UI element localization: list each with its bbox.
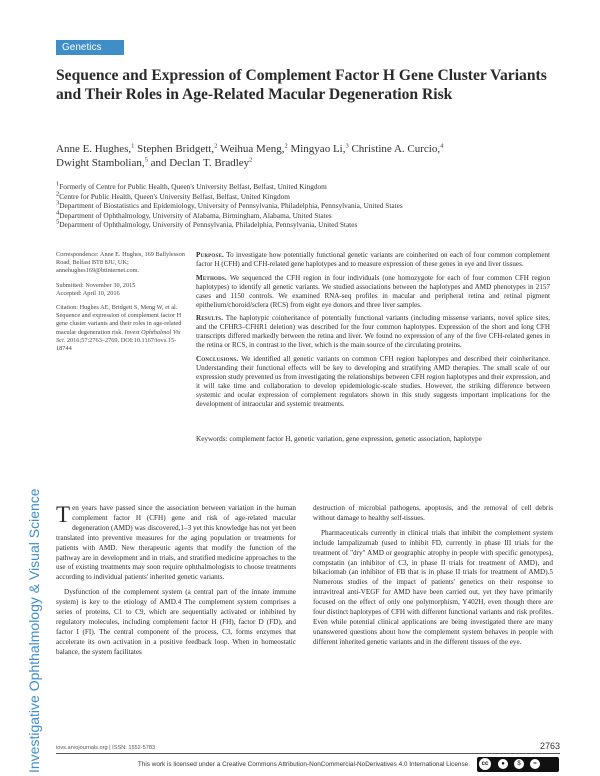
affiliation-list	[56, 182, 576, 230]
body-paragraph: Pharmaceuticals currently in clinical trials that inhibit the complement system include lampalizumab (used to inhibit FD, currently in phase III trials for the treatment of "dry" AMD or geographic atrophy in people with specific genotypes), compstatin (an inhibitor of C3, in phase II trials for treatment of AMD), and bikaciomab (an inhibitor of FB that is in phase II trials for treatment of AMD).5 Numerous studies of the impact of patients' genetics on their response to intravitreal anti-VEGF for AMD have been carried out, yet they have primarily focused on the effect of only one polymorphism, Y402H, even though there are four distinct haplotypes of CFH with different functional variants and risk profiles. Even while potential clinical applications are being investigated there are many unanswered questions about how the complement system behaves in people with different inherited genetic variants and in the different tissues of the eye.	[313, 528, 553, 646]
cc-license-badge[interactable]	[477, 757, 559, 772]
submitted-date: Submitted: November 30, 2015	[56, 281, 136, 289]
footer-issn: iovs.arvojournals.org | ISSN: 1552-5783	[56, 745, 156, 751]
author-list	[56, 142, 556, 170]
body-paragraph: Dysfunction of the complement system (a central part of the innate immune system) is key to the etiology of AMD.4 The complement system comprises a series of proteins, C1 to C9, which are sequentially activated or inhibited by regulatory molecules, including complement factor H (FH), factor D (FD), and factor I (FI). The central component of the process, C3, forms enzymes that accelerate its own activation in a positive feedback loop. When in homeostatic balance, the system facilitates	[56, 588, 296, 656]
citation: Citation: Hughes AE, Bridgett S, Meng W, et al. Sequence and expression of complement factor H gene cluster variants and their roles in age-related macular degeneration risk. Invest Ophthalmol Vis Sci. 2016;57:2763–2769. DOI:10.1167/iovs.15-18744	[56, 304, 182, 353]
affiliation: $^4$Department of Ophthalmology, University of Alabama, Birmingham, Alabama, United States	[56, 209, 332, 220]
affiliation: $^3$Department of Biostatistics and Epidemiology, University of Pennsylvania, Philadelphia, Pennsylvania, United States	[56, 199, 403, 211]
cc-logo-icon: cc	[479, 758, 491, 770]
drop-cap: T	[56, 502, 71, 527]
dates	[56, 282, 188, 298]
abstract-conclusions: Conclusions. We identified all genetic variants on common CFH region haplotypes and described their coinheritance. Understanding their functional effects will be key to developing and stratifying AMD therapies. The small scale of our expression study prevented us from investigating the relationships between CFH region haplotypes and their expression, and it will take time and collaboration to develop epidemiologic-scale studies. However, the striking difference between systemic and ocular expression of complement regulators shown in this study suggests important implications for the development of intraocular and systemic treatments.	[196, 355, 550, 408]
footer-divider	[56, 753, 560, 754]
affiliation: $^5$Department of Ophthalmology, University of Pennsylvania, Philadelphia, Pennsylvania, United States	[56, 218, 358, 230]
abstract-methods: Methods. We sequenced the CFH region in four individuals (one homozygote for each of four common CFH region haplotypes) to identify all genetic variants. We studied associations between the haplotypes and AMD phenotypes in 2157 cases and 1150 controls. We examined RNA-seq profiles in macular and peripheral retina and retinal pigment epithelium/choroid/sclera (RCS) from eight eye donors and three liver samples.	[196, 273, 550, 309]
license-link[interactable]: This work is licensed under a Creative Commons Attribution-NonCommercial-NoDerivatives 4.0 International License.	[137, 761, 470, 768]
author: Anne E. Hughes,$^1$	[56, 142, 135, 155]
abstract-purpose: Purpose. To investigate how potentially functional genetic variants are coinherited on each of four common complement factor H (CFH) and CFH-related gene haplotypes and to measure expression of these genes in eye and liver tissues.	[196, 251, 550, 268]
abstract-results: Results. The haplotypic coinheritance of potentially functional variants (including missense variants, novel splice sites, and the CFHR3–CFHR1 deletion) was described for the four common haplotypes. Expression of the short and long CFH transcripts differed markedly between the retina and liver. We found no expression of any of the five CFH-related genes in the retina or RCS, in contrast to the liver, which is the main source of the circulating proteins.	[196, 314, 550, 350]
body-paragraph: Ten years have passed since the association between variation in the human complement factor H (CFH) gene and risk of age-related macular degeneration (AMD) was discovered,1–3 yet this knowledge has not yet been translated into preventive measures for the aging population or treatments for patients with AMD. New therapeutic agents that modify the function of the pathway are in development and in trials, and stratified medicine approaches to the use of existing treatments may soon require ophthalmologists to choose treatments according to individual patients' inherited genetic variants.	[56, 502, 296, 582]
keywords: Keywords: complement factor H, genetic variation, gene expression, genetic association, haplotype	[196, 435, 482, 443]
accepted-date: Accepted: April 10, 2016	[56, 289, 120, 297]
body-column-right	[313, 504, 553, 653]
author: and Declan T. Bradley$^2$	[150, 156, 253, 169]
affiliation: $^1$Formerly of Centre for Public Health, Queen's University Belfast, Belfast, United Kingdom	[56, 180, 327, 191]
author: Christine A. Curcio,$^4$	[351, 142, 444, 155]
author: Mingyao Li,$^3$	[290, 142, 349, 155]
body-column-left	[56, 504, 296, 663]
correspondence: Correspondence: Anne E. Hughes, 169 Ballylesson Road, Belfast BT8 8JU, UK; annehughes169@btinternet.com.	[56, 251, 185, 275]
attribution-icon: ●	[498, 759, 508, 769]
noncommercial-icon: $	[514, 759, 524, 769]
author: Weihua Meng,$^2$	[219, 142, 288, 155]
author: Stephen Bridgett,$^2$	[137, 142, 218, 155]
journal-vertical-title: Investigative Ophthalmology & Visual Science	[26, 488, 42, 773]
article-info-sidebar	[56, 251, 188, 359]
section-tag: Genetics	[56, 40, 124, 55]
article-title: Sequence and Expression of Complement Factor H Gene Cluster Variants and Their Roles in Age-Related Macular Degeneration Risk	[56, 67, 547, 103]
page-number: 2763	[539, 741, 560, 751]
author: Dwight Stambolian,$^5$	[56, 156, 148, 169]
abstract	[196, 251, 550, 414]
affiliation: $^2$Centre for Public Health, Queen's University Belfast, Belfast, United Kingdom	[56, 190, 290, 201]
noderivatives-icon: =	[530, 759, 540, 769]
body-paragraph: destruction of microbial pathogens, apoptosis, and the removal of cell debris without damage to healthy self-tissues.	[313, 504, 553, 522]
